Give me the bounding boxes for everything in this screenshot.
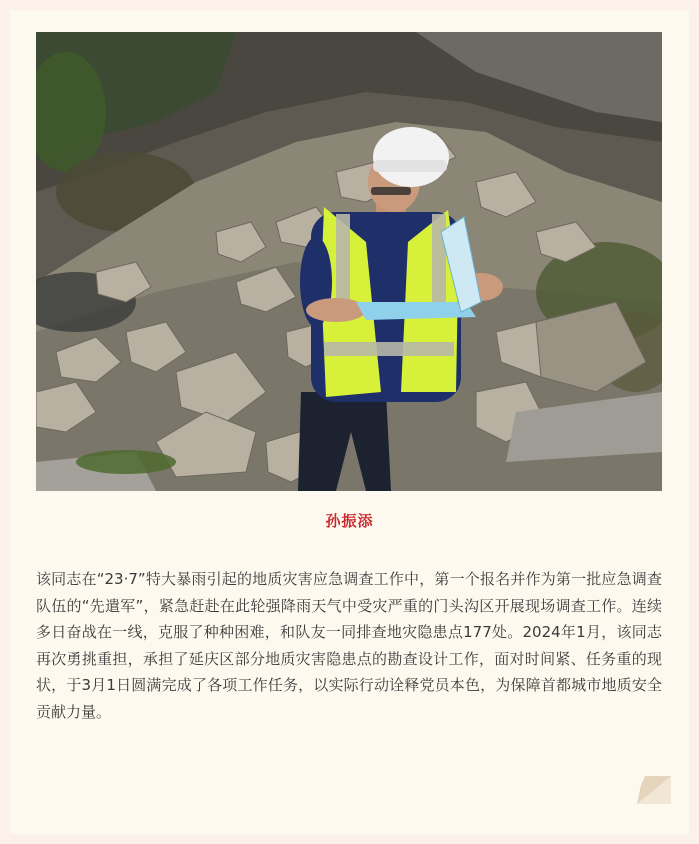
article-paragraph: 该同志在“23·7”特大暴雨引起的地质灾害应急调查工作中，第一个报名并作为第一批应急调查队伍的“先遣军”，紧急赶赴在此轮强降雨天气中受灾严重的门头沟区开展现场调查工作。连续多日奋战在一线，克服了种种困难，和队友一同排查地灾隐患点177处。2024年1月，该同志再次勇挑重担，承担了延庆区部分地质灾害隐患点的勘查设计工作，面对时间紧、任务重的现状，于3月1日圆满完成了各项工作任务，以实际行动诠释党员本色，为保障首都城市地质安全贡献力量。 [36, 570, 662, 721]
photo-caption-name: 孙振添 [325, 512, 374, 530]
page-corner-fold-icon [637, 776, 671, 804]
field-survey-photo [36, 32, 662, 491]
article-card [10, 10, 689, 834]
